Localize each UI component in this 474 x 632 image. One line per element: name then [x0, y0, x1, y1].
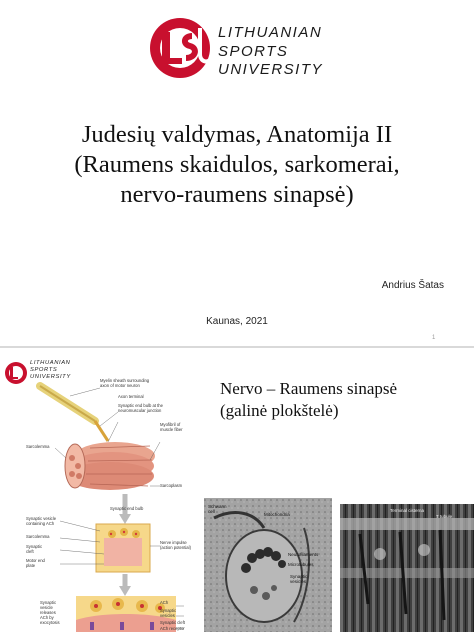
logo2-line-2: SPORTS: [30, 367, 58, 373]
label-synaptic-end-bulb: Synaptic end bulb: [110, 506, 144, 511]
label-myelin: Myelin sheath surrounding axon of motor neuron: [100, 378, 150, 388]
logo-line-1: LITHUANIAN: [218, 24, 323, 41]
label-sarcoplasm: Sarcoplasm: [160, 483, 183, 488]
title-line-3: nervo-raumens sinapsė): [120, 181, 354, 208]
slide2-title-line-1: Nervo – Raumens sinapsė: [220, 379, 398, 398]
page-number: 1: [432, 335, 436, 341]
label-ach-receptor: ACh receptor: [160, 626, 185, 631]
slide2-title: [220, 378, 397, 422]
label-motor-end-plate: Motor end plate: [26, 558, 45, 568]
label-synaptic-vesicles: Synaptic vesicles: [160, 608, 177, 618]
logo2-line-3: UNIVERSITY: [30, 374, 71, 380]
slide-title: [0, 120, 474, 210]
logo-line-3: UNIVERSITY: [218, 61, 324, 78]
label-synaptic-cleft-b: Synaptic cleft: [160, 620, 185, 625]
label-ach: ACh: [160, 600, 169, 605]
electron-micrograph-synapse: [204, 498, 332, 632]
label-myofibril: Myofibril of muscle fiber: [160, 422, 183, 432]
logo-line-2: SPORTS: [218, 42, 289, 60]
label-synaptic-end-bulb-nmj: Synaptic end bulb at the neuromuscular junction: [118, 403, 163, 413]
title-line-1: Judesių valdymas, Anatomija II: [81, 121, 393, 148]
label-mitochondria: Mitochondria: [264, 512, 290, 517]
label-terminal-cisterna: Terminal cisterna: [390, 508, 425, 513]
label-vesicle-releases: Synaptic vesicle releases ACh by exocytosis: [40, 600, 60, 625]
label-synaptic-cleft: Synaptic cleft: [26, 544, 43, 554]
place-year: Kaunas, 2021: [206, 316, 268, 327]
label-neurofilaments: Neurofilaments: [288, 552, 319, 557]
title-line-2: (Raumens skaidulos, sarkomerai,: [74, 151, 400, 178]
label-synaptic-vesicles-em: Synaptic vesicles: [290, 574, 308, 584]
label-nerve-impulse: Nerve impulse (action potential): [160, 540, 191, 550]
label-synaptic-vesicle: Synaptic vesicle containing ACh: [26, 516, 57, 526]
label-microtubules: Microtubules: [288, 562, 314, 567]
label-sarcolemma-2: Sarcolemma: [26, 534, 50, 539]
electron-micrograph-triad: [340, 504, 474, 632]
micrograph-2-image: [340, 504, 474, 632]
label-sarcolemma: Sarcolemma: [26, 444, 50, 449]
label-t-tubule: T tubule: [436, 514, 453, 519]
neuromuscular-junction-diagram: [0, 366, 200, 632]
content-slide: [0, 348, 474, 632]
slide2-title-line-2: (galinė plokštelė): [220, 401, 339, 420]
author-name: Andrius Šatas: [381, 280, 444, 291]
logo2-line-1: LITHUANIAN: [30, 360, 71, 366]
label-axon-terminal: Axon terminal: [118, 394, 144, 399]
logo-wordmark: [218, 24, 323, 80]
label-schwann-cell: Schwann cell: [208, 504, 227, 514]
